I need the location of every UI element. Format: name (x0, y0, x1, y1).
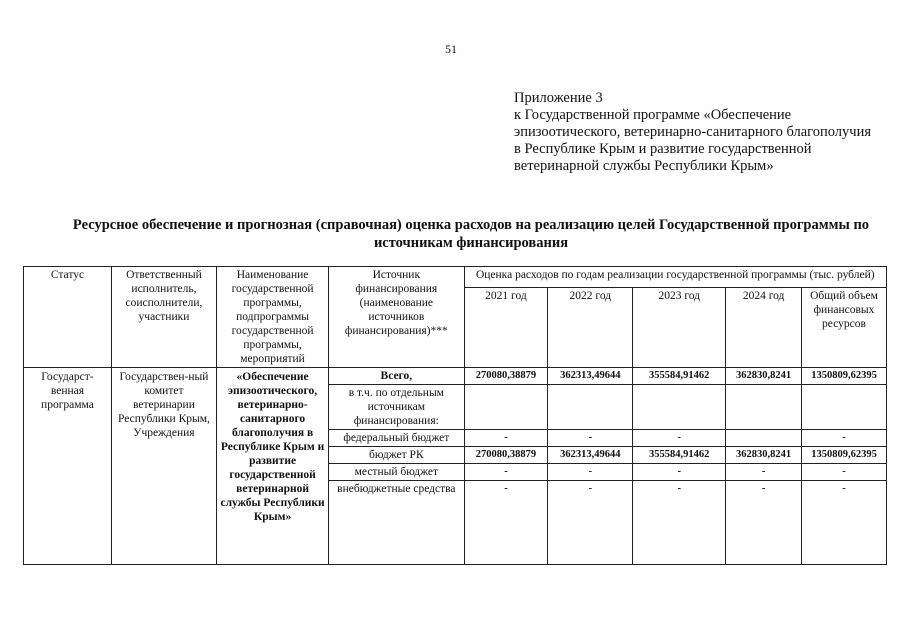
header-executor: Ответственный исполнитель, соисполнители, участники (111, 267, 216, 368)
header-status: Статус (24, 267, 112, 368)
header-year-2022: 2022 год (548, 288, 633, 368)
value-cell: - (802, 481, 887, 565)
header-source: Источник финансирования (наименование источников финансирования)*** (329, 267, 464, 368)
header-year-2024: 2024 год (726, 288, 802, 368)
value-cell: 1350809,62395 (802, 368, 887, 385)
value-cell: 270080,38879 (464, 368, 548, 385)
source-cell: внебюджетные средства (329, 481, 464, 565)
header-year-2023: 2023 год (633, 288, 726, 368)
value-cell: 362313,49644 (548, 447, 633, 464)
header-name: Наименование государственной программы, подпрограммы государственной программы, мероприятий (216, 267, 328, 368)
value-cell (464, 385, 548, 430)
value-cell: - (633, 481, 726, 565)
status-cell: Государст-венная программа (24, 368, 112, 565)
page-number: 51 (445, 42, 457, 56)
value-cell: - (464, 464, 548, 481)
value-cell: 355584,91462 (633, 368, 726, 385)
appendix-number: Приложение 3 (514, 90, 603, 106)
executor-cell: Государствен-ный комитет ветеринарии Республики Крым, Учреждения (111, 368, 216, 565)
appendix-block (514, 90, 874, 175)
source-cell: в т.ч. по отдельным источникам финансирования: (329, 385, 464, 430)
appendix-reference: к Государственной программе «Обеспечение эпизоотического, ветеринарно-санитарного благополучия в Республике Крым и развитие государственной ветеринарной службы Республики Крым» (514, 107, 872, 174)
value-cell: - (464, 430, 548, 447)
header-total: Общий объем финансовых ресурсов (802, 288, 887, 368)
value-cell: 355584,91462 (633, 447, 726, 464)
program-name-cell: «Обеспечение эпизоотического, ветеринарно-санитарного благополучия в Республике Крым и развитие государственной ветеринарной службы Республики Крым» (216, 368, 328, 565)
value-cell (548, 385, 633, 430)
header-row (24, 267, 887, 288)
value-cell (726, 430, 802, 447)
value-cell: - (802, 464, 887, 481)
value-cell: 270080,38879 (464, 447, 548, 464)
source-cell: бюджет РК (329, 447, 464, 464)
header-year-2021: 2021 год (464, 288, 548, 368)
resource-table (23, 266, 887, 565)
value-cell: 362830,8241 (726, 447, 802, 464)
value-cell (726, 385, 802, 430)
value-cell: 362313,49644 (548, 368, 633, 385)
value-cell: - (464, 481, 548, 565)
table-row (24, 368, 887, 385)
value-cell: - (548, 464, 633, 481)
value-cell: 1350809,62395 (802, 447, 887, 464)
value-cell (633, 385, 726, 430)
source-cell: Всего, (329, 368, 464, 385)
header-estimate: Оценка расходов по годам реализации государственной программы (тыс. рублей) (464, 267, 886, 288)
value-cell (802, 385, 887, 430)
source-cell: федеральный бюджет (329, 430, 464, 447)
value-cell: - (548, 430, 633, 447)
value-cell: - (802, 430, 887, 447)
value-cell: - (726, 464, 802, 481)
value-cell: 362830,8241 (726, 368, 802, 385)
value-cell: - (548, 481, 633, 565)
source-cell: местный бюджет (329, 464, 464, 481)
document-title: Ресурсное обеспечение и прогнозная (справочная) оценка расходов на реализацию целей Государственной программы по источникам финансирования (72, 217, 870, 251)
value-cell: - (633, 464, 726, 481)
value-cell: - (633, 430, 726, 447)
value-cell: - (726, 481, 802, 565)
